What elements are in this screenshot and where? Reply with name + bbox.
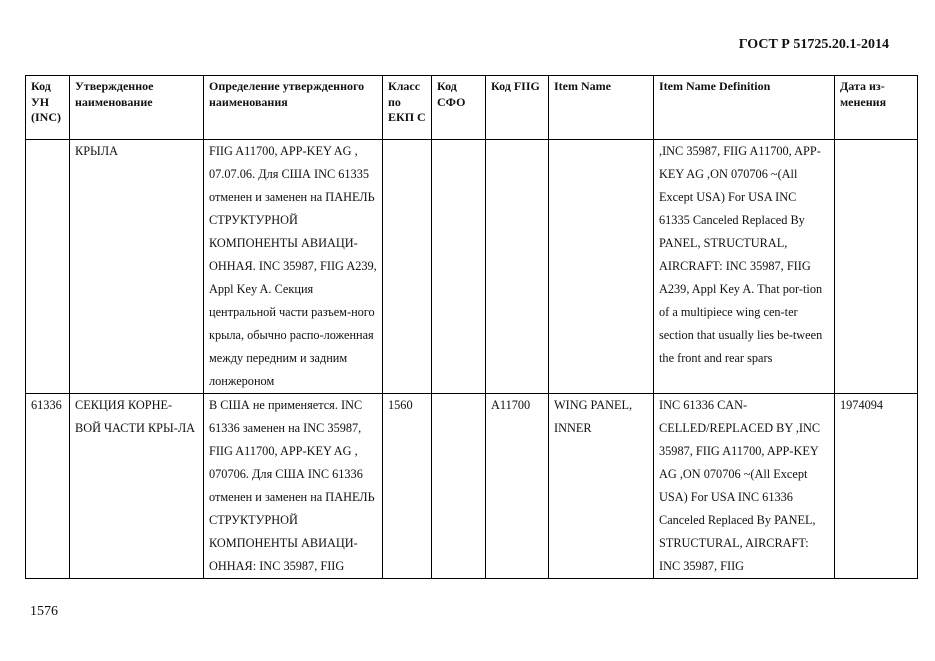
- document-code: ГОСТ Р 51725.20.1-2014: [738, 37, 889, 52]
- cell-approved-name: КРЫЛА: [70, 140, 204, 394]
- cell-inc: [26, 140, 70, 394]
- cell-sfo: [432, 140, 486, 394]
- cell-item-name: [549, 140, 654, 394]
- cell-approved-name: СЕКЦИЯ КОРНЕ-ВОЙ ЧАСТИ КРЫ-ЛА: [70, 394, 204, 579]
- cell-fiig: A11700: [486, 394, 549, 579]
- inc-table: [25, 75, 918, 579]
- header-item-definition: Item Name Definition: [654, 76, 835, 140]
- header-change-date: Дата из-менения: [835, 76, 918, 140]
- cell-class: 1560: [383, 394, 432, 579]
- header-item-name: Item Name: [549, 76, 654, 140]
- cell-item-definition: ,INC 35987, FIIG A11700, APP-KEY AG ,ON 070706 ~(All Except USA) For USA INC 61335 Canceled Replaced By PANEL, STRUCTURAL, AIRCRAFT: INC 35987, FIIG A239, Appl Key A. That por-tion of a multipiece wing cen-ter section that usually lies be-tween the front and rear spars: [654, 140, 835, 394]
- header-fiig: Код FIIG: [486, 76, 549, 140]
- header-approved-name: Утвержденное наименование: [70, 76, 204, 140]
- header-inc: Код УН (INC): [26, 76, 70, 140]
- header-definition: Определение утвержденного наименования: [204, 76, 383, 140]
- cell-sfo: [432, 394, 486, 579]
- cell-definition: В США не применяется. INC 61336 заменен на INC 35987, FIIG A11700, APP-KEY AG , 070706. Для США INC 61336 отменен и заменен на ПАНЕЛЬ СТРУКТУРНОЙ КОМПОНЕНТЫ АВИАЦИ-ОННАЯ: INC 35987, FIIG: [204, 394, 383, 579]
- header-class: Класс по ЕКП С: [383, 76, 432, 140]
- cell-change-date: 1974094: [835, 394, 918, 579]
- cell-inc: 61336: [26, 394, 70, 579]
- cell-fiig: [486, 140, 549, 394]
- cell-definition: FIIG A11700, APP-KEY AG , 07.07.06. Для США INC 61335 отменен и заменен на ПАНЕЛЬ СТРУКТУРНОЙ КОМПОНЕНТЫ АВИАЦИ-ОННАЯ. INC 35987, FIIG A239, Appl Key A. Секция центральной части разъем-ного крыла, обычно распо-ложенная между передним и задним лонжероном: [204, 140, 383, 394]
- cell-item-name: WING PANEL, INNER: [549, 394, 654, 579]
- cell-item-definition: INC 61336 CAN-CELLED/REPLACED BY ,INC 35987, FIIG A11700, APP-KEY AG ,ON 070706 ~(All Except USA) For USA INC 61336 Canceled Replaced By PANEL, STRUCTURAL, AIRCRAFT: INC 35987, FIIG: [654, 394, 835, 579]
- table-row: [26, 140, 918, 394]
- page-number: 1576: [30, 604, 58, 619]
- cell-class: [383, 140, 432, 394]
- table-row: [26, 394, 918, 579]
- header-sfo: Код СФО: [432, 76, 486, 140]
- table-header-row: [26, 76, 918, 140]
- cell-change-date: [835, 140, 918, 394]
